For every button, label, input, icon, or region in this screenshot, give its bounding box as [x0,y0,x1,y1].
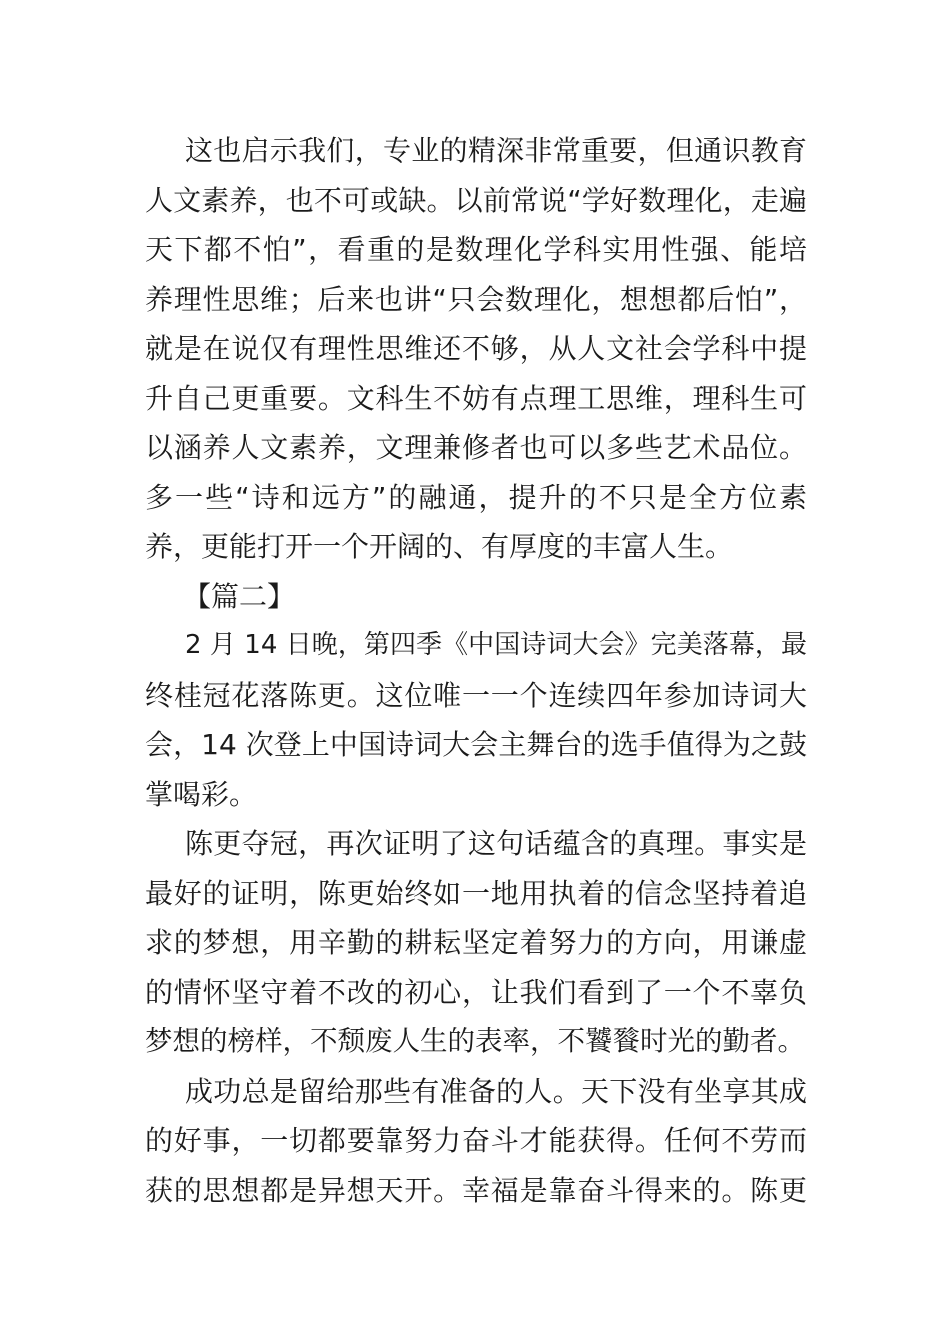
paragraph-line: 升自己更重要。文科生不妨有点理工思维，理科生可 [145,381,807,415]
paragraph-line: 获的思想都是异想天开。幸福是靠奋斗得来的。陈更 [145,1173,807,1207]
paragraph-line: 的好事，一切都要靠努力奋斗才能获得。任何不劳而 [145,1124,807,1157]
paragraph-line: 就是在说仅有理性思维还不够，从人文社会学科中提 [145,332,807,365]
paragraph-line: 这也启示我们，专业的精深非常重要，但通识教育 [185,134,807,167]
paragraph-line: 2 月 14 日晚，第四季《中国诗词大会》完美落幕，最 [185,630,807,660]
paragraph-line: 求的梦想，用辛勤的耕耘坚定着努力的方向，用谦虚 [145,926,807,959]
paragraph-line: 天下都不怕”，看重的是数理化学科实用性强、能培 [145,233,807,266]
document-body [145,126,807,1215]
section-heading: 【篇二】 [183,579,296,613]
paragraph-line: 养理性思维；后来也讲“只会数理化，想想都后怕”， [145,282,807,316]
paragraph-line: 成功总是留给那些有准备的人。天下没有坐享其成 [185,1074,807,1108]
paragraph-line: 陈更夺冠，再次证明了这句话蕴含的真理。事实是 [185,827,807,860]
paragraph-line: 掌喝彩。 [145,777,258,811]
paragraph-line: 养，更能打开一个开阔的、有厚度的丰富人生。 [145,530,734,563]
paragraph-line: 会，14 次登上中国诗词大会主舞台的选手值得为之鼓 [145,728,807,761]
paragraph-line: 最好的证明，陈更始终如一地用执着的信念坚持着追 [145,876,807,910]
paragraph-line: 人文素养，也不可或缺。以前常说“学好数理化，走遍 [145,183,807,217]
paragraph-line: 梦想的榜样，不颓废人生的表率，不饕餮时光的勤者。 [145,1025,805,1057]
paragraph-line: 终桂冠花落陈更。这位唯一一个连续四年参加诗词大 [145,678,807,712]
paragraph-line: 的情怀坚守着不改的初心，让我们看到了一个不辜负 [145,975,807,1009]
paragraph-line: 以涵养人文素养，文理兼修者也可以多些艺术品位。 [145,431,807,464]
paragraph-line: 多一些“诗和远方”的融通，提升的不只是全方位素 [145,480,807,514]
